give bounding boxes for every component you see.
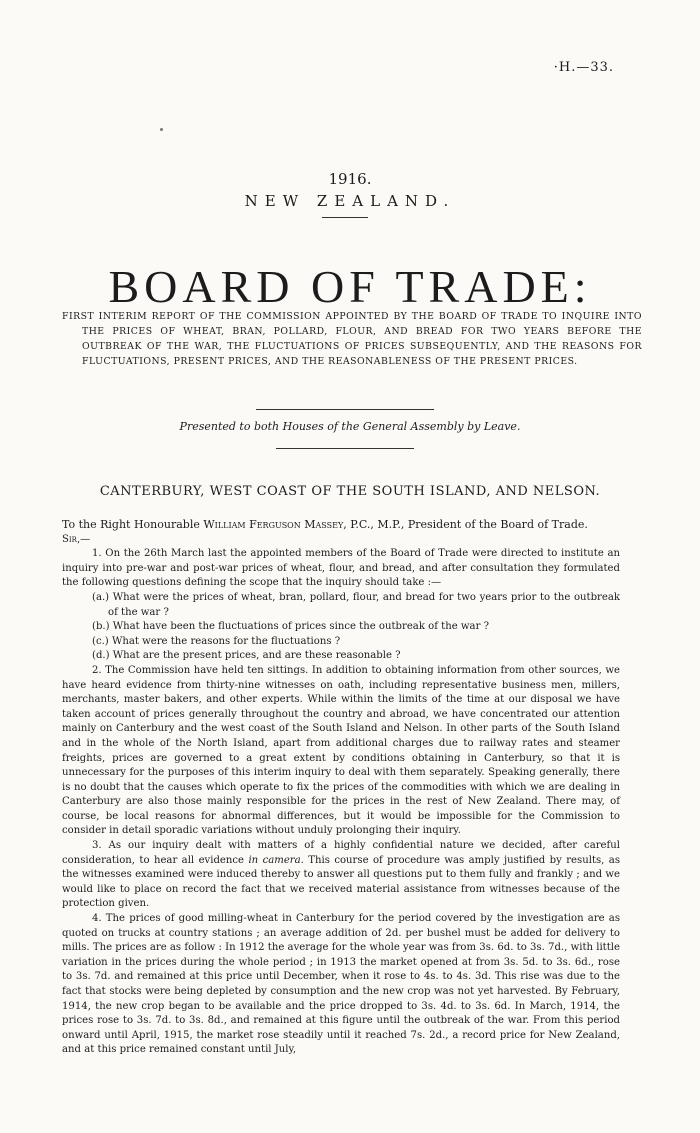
question-item [62,620,620,635]
document-title: BOARD OF TRADE: [108,261,592,312]
question-text: (d.) What are the present prices, and are these reasonable ? [92,650,401,662]
page-reference: ·H.—33. [553,60,614,75]
region-heading: CANTERBURY, WEST COAST OF THE SOUTH ISLAND, AND NELSON. [99,484,601,499]
paragraph-3-start: 3. As our inquiry dealt with matters of a highly confidential nature we decided, after careful consideration, to hear all evidence [62,840,620,866]
question-text: (b.) What have been the fluctuations of prices since the outbreak of the war ? [92,621,490,633]
document-subtitle: FIRST INTERIM REPORT OF THE COMMISSION APPOINTED BY THE BOARD OF TRADE TO INQUIRE INTO THE PRICES OF WHEAT, BRAN, POLLARD, FLOUR, AND BREAD FOR TWO YEARS BEFORE THE OUTBREAK OF THE WAR, THE FLUCTUATIONS OF PRICES SUBSEQUENTLY, AND THE REASONS FOR FLUCTUATIONS, PRESENT PRICES, AND THE REASONABLENESS OF THE PRESENT PRICES. [62,311,642,367]
question-text: (c.) What were the reasons for the fluctuations ? [92,635,341,647]
paragraph-3 [62,839,620,912]
paragraph-3-end: . This course of procedure was amply justified by results, as the witnesses examined were induced thereby to answer all questions put to them fully and frankly ; and we would like to place on record the fact that we received material assistance from witnesses because of the protection given. [62,854,620,910]
salutation-prefix: To the Right Honourable [62,518,204,531]
report-year: 1916. [328,170,372,188]
addressee-name: William Ferguson Massey [203,518,344,531]
divider-rule [322,217,368,218]
presented-note: Presented to both Houses of the General Assembly by Leave. [179,420,521,433]
salutation [62,518,620,533]
question-item [62,635,620,650]
divider-rule [256,409,434,410]
country-heading: NEW ZEALAND. [244,192,456,210]
greeting: Sir,— [62,533,91,545]
paragraph-2: 2. The Commission have held ten sittings. In addition to obtaining information from other sources, we have heard evidence from thirty-nine witnesses on oath, including representative business men, millers, merchants, master bakers, and other experts. While within the limits of the time at our disposal we have taken account of prices generally throughout the country and abroad, we have concentrated our attention mainly on Canterbury and the west coast of the South Island and Nelson. In other parts of the South Island and in the whole of the North Island, apart from additional charges due to railway rates and steamer freights, prices are governed to a great extent by conditions obtaining in Canterbury, so that it is unnecessary for the purposes of this interim inquiry to deal with them separately. Speaking generally, there is no doubt that the causes which operate to fix the prices of the commodities with which we are dealing in Canterbury are also those mainly responsible for the prices in the rest of New Zealand. There may, of course, be local reasons for abnormal differences, but it would be impossible for the Commission to consider in detail sporadic variations without unduly prolonging their inquiry. [62,664,620,837]
divider-rule [276,448,414,449]
report-body [62,518,620,1058]
salutation-suffix: , P.C., M.P., President of the Board of Trade. [343,518,588,531]
question-text: (a.) What were the prices of wheat, bran, pollard, flour, and bread for two years prior to the outbreak of the war ? [92,591,620,618]
italic-phrase: in camera [248,854,301,866]
question-item [62,649,620,664]
paragraph-4: 4. The prices of good milling-wheat in Canterbury for the period covered by the investigation are as quoted on trucks at country stations ; an average addition of 2d. per bushel must be added for delivery to mills. The prices are as follow : In 1912 the average for the whole year was from 3s. 6d. to 3s. 7d., with little variation in the prices during the whole period ; in 1913 the market opened at from 3s. 5d. to 3s. 6d., rose to 3s. 7d. and remained at this price until December, when it rose to 4s. to 4s. 3d. This rise was due to the fact that stocks were being depleted by consumption and the new crop was not yet harvested. By February, 1914, the new crop began to be available and the price dropped to 3s. 4d. to 3s. 6d. In March, 1914, the prices rose to 3s. 7d. to 3s. 8d., and remained at this figure until the outbreak of the war. From this period onward until April, 1915, the market rose steadily until it reached 7s. 2d., a record price for New Zealand, and at this price remained constant until July, [62,913,620,1056]
question-item [62,591,620,620]
print-speck [160,128,163,131]
paragraph-1: 1. On the 26th March last the appointed members of the Board of Trade were directed to institute an inquiry into pre-war and post-war prices of wheat, flour, and bread, and after consultation they formulated the following questions defining the scope that the inquiry should take :— [62,548,620,589]
